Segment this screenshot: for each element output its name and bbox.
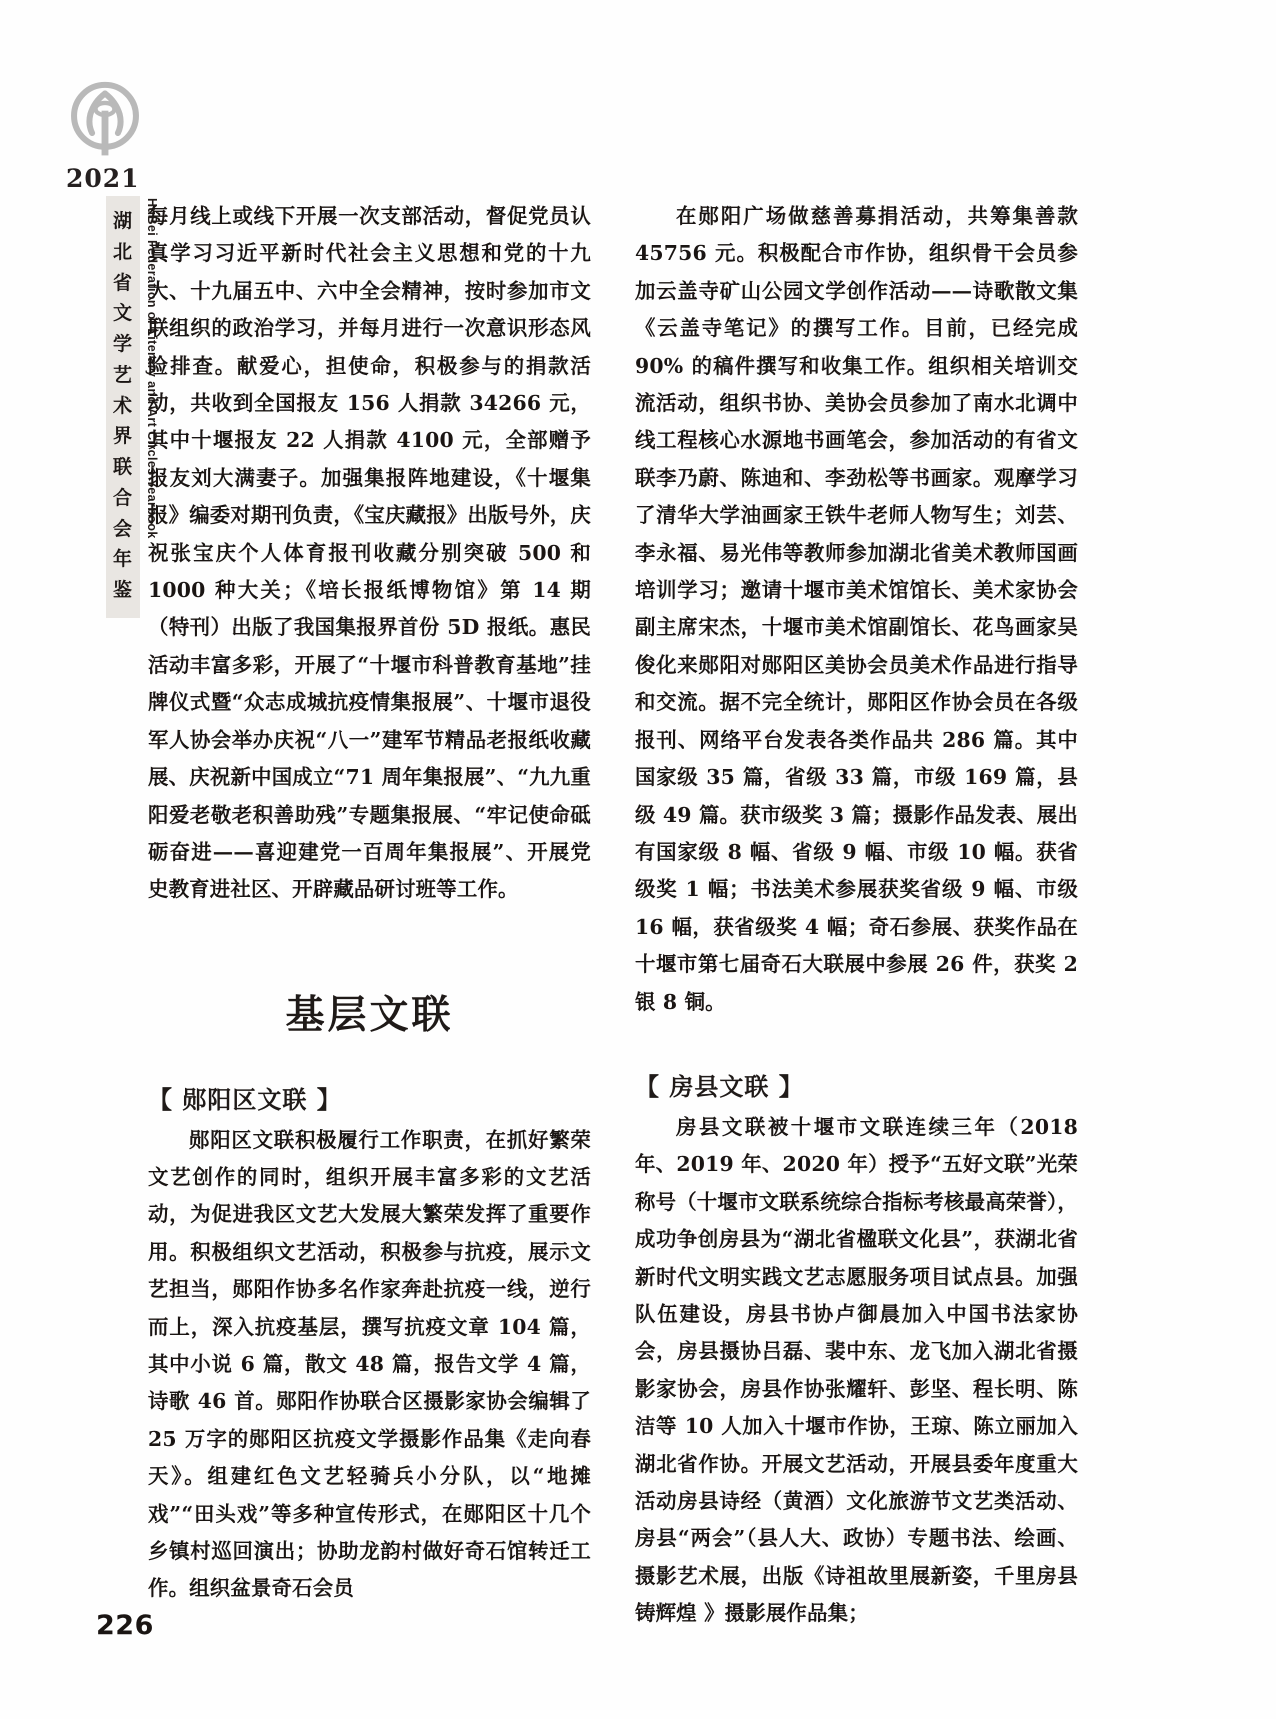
sidebar-english-title: HuBei Federation of Literary and Art Circles Yearbook [145,198,159,539]
sidebar-char-8: 联 [112,456,132,479]
sidebar-char-10: 会 [112,517,132,540]
sidebar-char-0: 湖 [112,210,132,232]
yearbook-emblem-icon [62,78,148,164]
sidebar-char-4: 学 [112,333,132,356]
sidebar-chinese-title [106,196,140,618]
subsection-title-fangxian: 【 房县文联 】 [635,1072,804,1101]
sidebar-char-7: 界 [112,425,132,448]
left-paragraph-2: 郧阳区文联积极履行工作职责，在抓好繁荣文艺创作的同时，组织开展丰富多彩的文艺活动，为促进我区文艺大发展大繁荣发挥了重要作用。积极组织文艺活动，积极参与抗疫，展示文艺担当，郧阳作协多名作家奔赴抗疫一线，逆行而上，深入抗疫基层，撰写抗疫文章 104 篇，其中小说 6 篇，散文 48 篇，报告文学 4 篇，诗歌 46 首。郧阳作协联合区摄影家协会编辑了 25 万字的郧阳区抗疫文学摄影作品集《走向春天》。组建红色文艺轻骑兵小分队，以“地摊戏”“田头戏”等多种宣传形式，在郧阳区十几个乡镇村巡回演出；协助龙韵村做好奇石馆转迁工作。组织盆景奇石会员 [148,1127,591,1601]
sidebar-char-1: 北 [112,240,132,263]
sidebar-char-2: 省 [112,271,132,294]
body-columns [145,198,1078,1633]
sidebar-char-5: 艺 [112,363,132,386]
left-column [145,198,591,1633]
subsection-title-yunyang: 【 郧阳区文联 】 [148,1085,342,1114]
masthead [62,78,158,191]
section-title: 基层文联 [285,992,454,1038]
right-paragraph-2: 房县文联被十堰市文联连续三年（2018 年、2019 年、2020 年）授予“五好文联”光荣称号（十堰市文联系统综合指标考核最高荣誉），成功争创房县为“湖北省楹联文化县”，获湖北省新时代文明实践文艺志愿服务项目试点县。加强队伍建设，房县书协卢御晨加入中国书法家协会，房县摄协吕磊、裴中东、龙飞加入湖北省摄影家协会，房县作协张耀轩、彭坚、程长明、陈洁等 10 人加入十堰市作协，王琼、陈立丽加入湖北省作协。开展文艺活动，开展县委年度重大活动房县诗经（黄酒）文化旅游节文艺类活动、房县“两会”（县人大、政协）专题书法、绘画、摄影艺术展，出版《诗祖故里展新姿，千里房县铸辉煌 》摄影展作品集； [635,1114,1078,1626]
sidebar-char-11: 年 [112,548,132,571]
page-number: 226 [96,1610,154,1641]
sidebar-char-3: 文 [112,302,132,325]
sidebar-strip [72,196,159,602]
sidebar-char-12: 鉴 [112,579,132,602]
sidebar-char-6: 术 [112,394,132,417]
year-label: 2021 [66,164,140,193]
sidebar-char-9: 合 [112,486,132,509]
right-column [635,198,1078,1633]
right-paragraph-1: 在郧阳广场做慈善募捐活动，共筹集善款 45756 元。积极配合市作协，组织骨干会员参加云盖寺矿山公园文学创作活动——诗歌散文集《云盖寺笔记》的撰写工作。目前，已经完成 90% 的稿件撰写和收集工作。组织相关培训交流活动，组织书协、美协会员参加了南水北调中线工程核心水源地书画笔会，参加活动的有省文联李乃蔚、陈迪和、李劲松等书画家。观摩学习了清华大学油画家王铁牛老师人物写生；刘芸、李永福、易光伟等教师参加湖北省美术教师国画培训学习；邀请十堰市美术馆馆长、美术家协会副主席宋杰，十堰市美术馆副馆长、花鸟画家吴俊化来郧阳对郧阳区美协会员美术作品进行指导和交流。据不完全统计，郧阳区作协会员在各级报刊、网络平台发表各类作品共 286 篇。其中国家级 35 篇，省级 33 篇，市级 169 篇，县级 49 篇。获市级奖 3 篇；摄影作品发表、展出有国家级 8 幅、省级 9 幅、市级 10 幅。获省级奖 1 幅；书法美术参展获奖省级 9 幅、市级 16 幅，获省级奖 4 幅；奇石参展、获奖作品在十堰市第七届奇石大联展中参展 26 件，获奖 2 银 8 铜。 [635,204,1078,1014]
left-paragraph-1: 每月线上或线下开展一次支部活动，督促党员认真学习习近平新时代社会主义思想和党的十九大、十九届五中、六中全会精神，按时参加市文联组织的政治学习，并每月进行一次意识形态风险排查。献爱心，担使命，积极参与的捐款活动，共收到全国报友 156 人捐款 34266 元，其中十堰报友 22 人捐款 4100 元，全部赠予报友刘大满妻子。加强集报阵地建设，《十堰集报》编委对期刊负责，《宝庆藏报》出版号外，庆祝张宝庆个人体育报刊收藏分别突破 500 和 1000 种大关；《培长报纸博物馆》第 14 期（特刊）出版了我国集报界首份 5D 报纸。惠民活动丰富多彩，开展了“十堰市科普教育基地”挂牌仪式暨“众志成城抗疫情集报展”、十堰市退役军人协会举办庆祝“八一”建军节精品老报纸收藏展、庆祝新中国成立“71 周年集报展”、“九九重阳爱老敬老积善助残”专题集报展、“牢记使命砥砺奋进——喜迎建党一百周年集报展”、开展党史教育进社区、开辟藏品研讨班等工作。 [148,204,591,902]
